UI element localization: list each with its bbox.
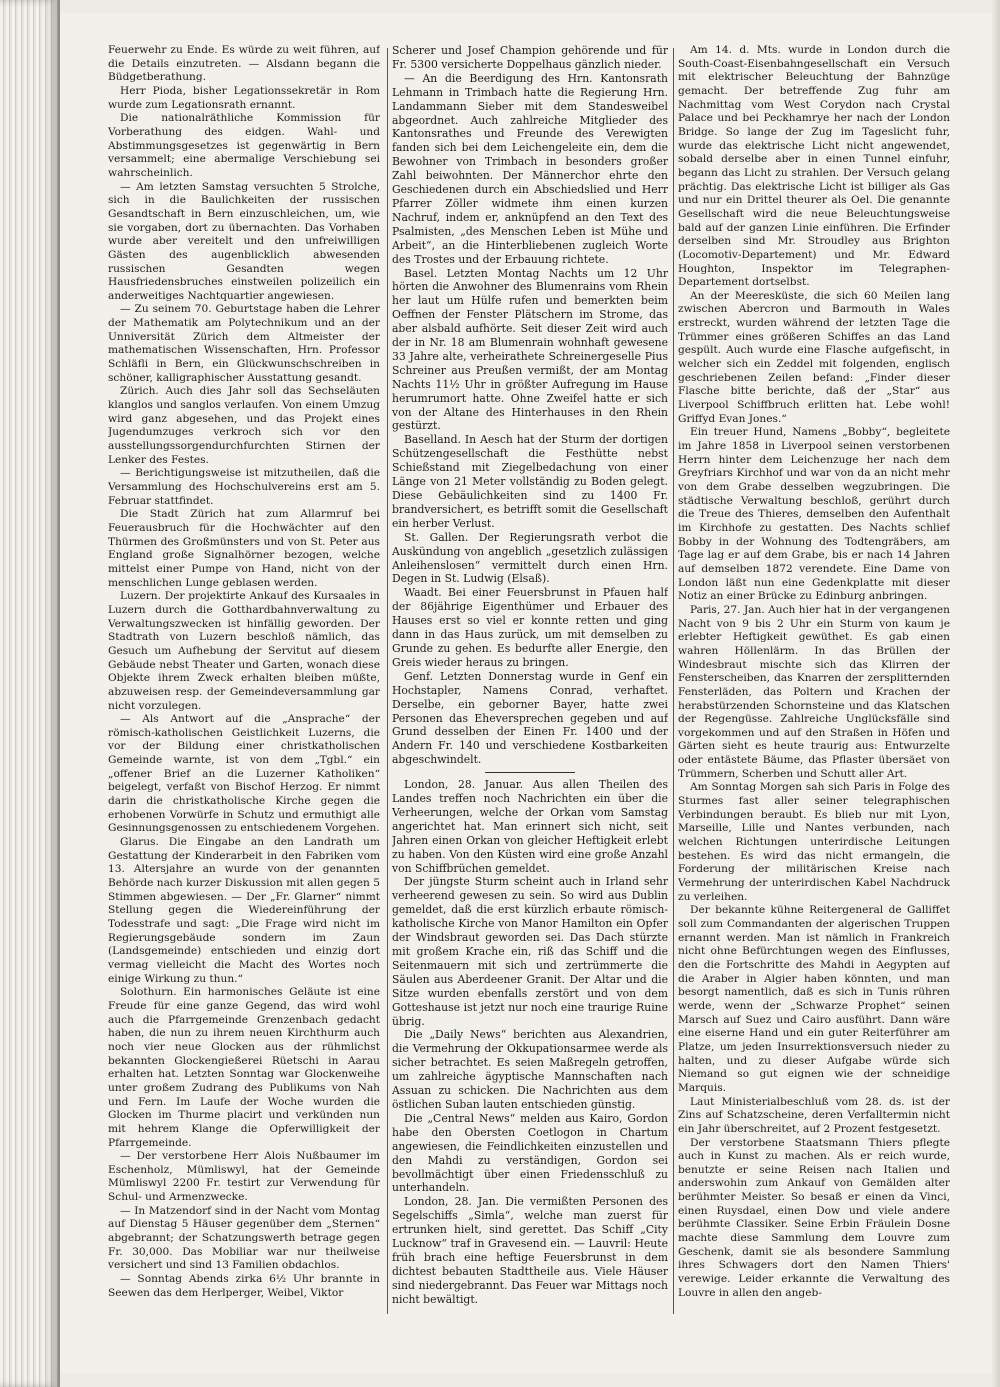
article-paragraph: An der Meeresküste, die sich 60 Meilen lang zwischen Abercron und Barmouth in Wales erstreckt, wurden während der letzten Tage die Trümmer eines größeren Schiffes an das Land gespült. Auch wurde eine Flasche aufgefischt, in welcher sich ein Zeddel mit folgenden, englisch geschriebenen Zeilen befand: „Finder dieser Flasche bitte berichte, daß der „Star“ aus Liverpool Schiffbruch erlitten hat. Lebe wohl! Griffyd Evan Jones.“ xyxy=(678,289,950,425)
article-paragraph: Zürich. Auch dies Jahr soll das Sechseläuten klanglos und sanglos verlaufen. Von einem Umzug wird ganz abgesehen, und das Projekt eines Jugendumzuges verkroch sich vor den ausstellungssorgendurchfurchten Stirnen der Lenker des Festes. xyxy=(108,385,380,466)
article-paragraph: Laut Ministerialbeschluß vom 28. ds. ist der Zins auf Schatzscheine, deren Verfalltermin nicht ein Jahr überschreitet, auf 2 Prozent festgesetzt. xyxy=(678,1095,950,1135)
column-1 xyxy=(108,44,380,1319)
article-paragraph: — Sonntag Abends zirka 6½ Uhr brannte in Seewen das dem Herlperger, Weibel, Viktor xyxy=(108,1273,380,1299)
article-paragraph: Scherer und Josef Champion gehörende und für Fr. 5300 versicherte Doppelhaus gänzlich nieder. xyxy=(392,44,668,71)
article-paragraph: Ein treuer Hund, Namens „Bobby“, begleitete im Jahre 1858 in Liverpool seinen verstorbenen Herrn hinter dem Leichenzuge her nach dem Greyfriars Kirchhof und war von da an nicht mehr von dem Grabe desselben wegzubringen. Die städtische Verwaltung beschloß, gerührt durch die Treue des Thieres, demselben den Aufenthalt im Kirchhofe zu gestatten. Des Nachts schlief Bobby in der Wohnung des Todtengräbers, am Tage lag er auf dem Grabe, bis er nach 14 Jahren auf demselben 1872 verendete. Eine Dame von London läßt nun eine Gedenkplatte mit dieser Notiz an einer Brücke zu Edinburg anbringen. xyxy=(678,426,950,603)
right-page-edge xyxy=(992,0,1000,1387)
article-paragraph: Herr Pioda, bisher Legationssekretär in Rom wurde zum Legationsrath ernannt. xyxy=(108,84,380,111)
article-paragraph: Am Sonntag Morgen sah sich Paris in Folge des Sturmes fast aller seiner telegraphischen Verbindungen beraubt. Es blieb nur mit Lyon, Marseille, Lille und Nantes verbunden, nach welchen Richtungen unterirdische Leitungen bestehen. Es wird das nicht ermangeln, die Forderung der militärischen Kreise nach Vermehrung der unterirdischen Kabel Nachdruck zu verleihen. xyxy=(678,781,950,903)
article-paragraph: — Als Antwort auf die „Ansprache“ der römisch-katholischen Geistlichkeit Luzerns, die vor der Bildung einer christkatholischen Gemeinde warnte, ist von dem „Tgbl.“ ein „offener Brief an die Luzerner Katholiken“ beigelegt, verfaßt von Bischof Herzog. Er nimmt darin die christkatholische Kirche gegen die erhobenen Vorwürfe in Schutz und ermuthigt alle Gesinnungsgenossen zu entschiedenem Vorgehen. xyxy=(108,713,380,835)
article-paragraph: — Zu seinem 70. Geburtstage haben die Lehrer der Mathematik am Polytechnikum und an der Unniversität Zürich dem Altmeister der mathematischen Wissenschaften, Hrn. Professor Schläfli in Bern, ein Glückwunschschreiben in schöner, kalligraphischer Ausstattung gesandt. xyxy=(108,303,380,384)
article-paragraph: — Berichtigungsweise ist mitzutheilen, daß die Versammlung des Hochschulvereins erst am 5. Februar stattfindet. xyxy=(108,467,380,507)
article-paragraph: London, 28. Januar. Aus allen Theilen des Landes treffen noch Nachrichten ein über die Verheerungen, welche der Orkan vom Samstag angerichtet hat. Man erinnert sich nicht, seit Jahren einen Orkan von gleicher Heftigkeit erlebt zu haben. Von den Küsten wird eine große Anzahl von Schiffbrüchen gemeldet. xyxy=(392,778,668,875)
article-paragraph: Baselland. In Aesch hat der Sturm der dortigen Schützengesellschaft die Festhütte nebst Schießstand mit Ziegelbedachung von einer Länge von 21 Meter vollständig zu Boden gelegt. Diese Gebäulichkeiten sind zu 1400 Fr. brandversichert, es betrifft somit die Gesellschaft ein herber Verlust. xyxy=(392,433,668,530)
article-paragraph: Genf. Letzten Donnerstag wurde in Genf ein Hochstapler, Namens Conrad, verhaftet. Derselbe, ein geborner Bayer, hatte zwei Personen das Eheversprechen gegeben und auf Grund desselben der Einen Fr. 1400 und der Andern Fr. 140 und verschiedene Kostbarkeiten abgeschwindelt. xyxy=(392,669,668,767)
article-paragraph: Die Stadt Zürich hat zum Allarmruf bei Feuerausbruch für die Hochwächter auf den Thürmen des Großmünsters und von St. Peter aus England große Signalhörner bezogen, welche mittelst einer Pumpe von Hand, nicht von der menschlichen Lunge geblasen werden. xyxy=(108,508,380,589)
article-paragraph: — Der verstorbene Herr Alois Nußbaumer im Eschenholz, Mümliswyl, hat der Gemeinde Mümliswyl 2200 Fr. testirt zur Verwendung für Schul- und Armenzwecke. xyxy=(108,1150,380,1204)
article-paragraph: Basel. Letzten Montag Nachts um 12 Uhr hörten die Anwohner des Blumenrains vom Rhein her laut um Hülfe rufen und bemerkten beim Oeffnen der Fenster Plätschern im Strome, das aber alsbald aufhörte. Seit dieser Zeit wird auch der in Nr. 18 am Blumenrain wohnhaft gewesene 33 Jahre alte, verheirathete Schreinergeselle Pius Schreiner aus Preußen vermißt, der am Montag Nachts 11½ Uhr in größter Aufregung im Hause herumrumort hatte. Ohne Zweifel hatte er sich von der Altane des Hinterhauses in den Rhein gestürzt. xyxy=(392,266,668,433)
article-paragraph: Am 14. d. Mts. wurde in London durch die South-Coast-Eisenbahngesellschaft ein Versuch mit elektrischer Beleuchtung der Bahnzüge gemacht. Der betreffende Zug fuhr am Nachmittag vom West Corydon nach Crystal Palace und bei Peckhamrye her nach der London Bridge. So lange der Zug im Tageslicht fuhr, wurde das elektrische Licht nicht angewendet, sobald derselbe aber in einen Tunnel einfuhr, begann das Licht zu strahlen. Der Versuch gelang prächtig. Das elektrische Licht ist billiger als Gas und nur ein Drittel theurer als Oel. Die genannte Gesellschaft wird die neue Beleuchtungsweise bald auf der ganzen Linie einführen. Die Erfinder derselben sind Mr. Stroudley aus Brighton (Locomotiv-Departement) und Mr. Edward Houghton, Inspektor im Telegraphen-Departement dortselbst. xyxy=(678,44,950,289)
book-binding-edge xyxy=(0,0,60,1387)
article-paragraph: Die nationalräthliche Kommission für Vorberathung des eidgen. Wahl- und Abstimmungsgesetzes ist gegenwärtig in Bern versammelt; eine abermalige Verschiebung sei wahrscheinlich. xyxy=(108,112,380,179)
article-paragraph: Der verstorbene Staatsmann Thiers pflegte auch in Kunst zu machen. Als er reich wurde, benutzte er seine Reisen nach Italien und anderswohin zum Ankauf von Gemälden alter berühmter Meister. So besaß er einen da Vinci, einen Ruysdael, einen Dow und viele andere berühmte Classiker. Seine Erbin Fräulein Dosne machte diese Sammlung dem Louvre zum Geschenk, damit sie als besondere Sammlung ihres Schwagers dort den Namen Thiers' verewige. Leider erkannte die Verwaltung des Louvre in allen den angeb- xyxy=(678,1136,950,1299)
article-paragraph: Solothurn. Ein harmonisches Geläute ist eine Freude für eine ganze Gegend, das wird wohl auch die Pfarrgemeinde Grenzenbach gedacht haben, die nun zu ihrem neuen Kirchthurm auch noch vier neue Glocken aus der rühmlichst bekannten Glockengießerei Rüetschi in Aarau erhalten hat. Letzten Sonntag war Glockenweihe unter großem Zudrang des Publikums von Nah und Fern. Im Laufe der Woche wurden die Glocken im Thurme placirt und verkünden nun mit hehrem Klange die Opferwilligkeit der Pfarrgemeinde. xyxy=(108,986,380,1149)
article-paragraph: Die „Daily News“ berichten aus Alexandrien, die Vermehrung der Okkupationsarmee werde als sicher betrachtet. Es seien Maßregeln getroffen, um zahlreiche ägyptische Mannschaften nach Assuan zu schicken. Die Nachrichten aus dem östlichen Suban lauten entschieden günstig. xyxy=(392,1028,668,1111)
article-paragraph: Paris, 27. Jan. Auch hier hat in der vergangenen Nacht von 9 bis 2 Uhr ein Sturm von kaum je erlebter Heftigkeit gewüthet. Es gab einen wahren Höllenlärm. In das Brüllen der Windesbraut mischte sich das Klirren der Fensterscheiben, das Knarren der zersplitternden Fensterläden, das Poltern und Krachen der herabstürzenden Schornsteine und das Klatschen der Regengüsse. Zahlreiche Unglücksfälle sind vorgekommen und auf den Straßen in Höfen und Gärten sieht es heute traurig aus: Entwurzelte oder entästete Bäume, das Pflaster übersäet von Trümmern, Scherben und Schutt aller Art. xyxy=(678,603,950,780)
article-paragraph: London, 28. Jan. Die vermißten Personen des Segelschiffs „Simla“, welche man zuerst für ertrunken hielt, sind gerettet. Das Schiff „City Lucknow“ traf in Gravesend ein. — Lauvril: Heute früh brach eine heftige Feuersbrunst in dem dichtest bebauten Stadttheile aus. Viele Häuser sind niedergebrannt. Das Feuer war Mittags noch nicht bewältigt. xyxy=(392,1195,668,1306)
article-paragraph: Glarus. Die Eingabe an den Landrath um Gestattung der Kinderarbeit in den Fabriken vom 13. Altersjahre an wurde von der genannten Behörde nach kurzer Diskussion mit allen gegen 5 Stimmen abgewiesen. — Der „Fr. Glarner“ nimmt Stellung gegen die Wiedereinführung der Todesstrafe und sagt: „Die Frage wird nicht im Regierungsgebäude sondern im Zaun (Landsgemeinde) entschieden und einzig dort vermag vielleicht die Macht des Wortes noch einige Wirkung zu thun.“ xyxy=(108,836,380,985)
article-paragraph: Luzern. Der projektirte Ankauf des Kursaales in Luzern durch die Gotthardbahnverwaltung zu Verwaltungszwecken ist hinfällig geworden. Der Stadtrath von Luzern beschloß nämlich, das Gesuch um Aufhebung der Servitut auf diesem Gebäude nebst Theater und Garten, wonach diese Objekte ihrem Zweck erhalten bleiben müßte, abzuweisen resp. der Gemeindeversammlung gar nicht vorzulegen. xyxy=(108,590,380,712)
column-rule-2 xyxy=(673,48,674,1314)
article-paragraph: Die „Central News“ melden aus Kairo, Gordon habe den Obersten Coetlogon in Chartum angewiesen, die Feindlichkeiten einzustellen und den Mahdi zu verständigen, Gordon sei bevollmächtigt über einen Friedensschluß zu unterhandeln. xyxy=(392,1111,668,1195)
article-paragraph: St. Gallen. Der Regierungsrath verbot die Auskündung von angeblich „gesetzlich zulässigen Anleihenslosen“ vermittelt durch einen Hrn. Degen in St. Ludwig (Elsaß). xyxy=(392,530,668,586)
article-paragraph: Der bekannte kühne Reitergeneral de Galliffet soll zum Commandanten der algerischen Truppen ernannt werden. Man ist nämlich in Frankreich nicht ohne Befürchtungen wegen des Einflusses, den die Fortschritte des Mahdi in Aegypten auf die Araber in Algier haben könnten, und man besorgt namentlich, daß es sich in Tunis rühren werde, wenn der „Schwarze Prophet“ seinen Marsch auf Suez und Cairo ausführt. Dann wäre eine eiserne Hand und ein guter Reiterführer am Platze, um jeden Insurrektionsversuch nieder zu halten, und zu dieser Aufgabe würde sich Niemand so gut eignen wie der schneidige Marquis. xyxy=(678,904,950,1094)
article-paragraph: — In Matzendorf sind in der Nacht vom Montag auf Dienstag 5 Häuser gegenüber dem „Sternen“ abgebrannt; der Schatzungswerth betrage gegen Fr. 30,000. Das Mobiliar war nur theilweise versichert und sind 13 Familien obdachlos. xyxy=(108,1204,380,1272)
column-3 xyxy=(678,44,950,1319)
article-paragraph: — An die Beerdigung des Hrn. Kantonsrath Lehmann in Trimbach hatte die Regierung Hrn. Landammann Sieber mit dem Standesweibel abgeordnet. Auch zahlreiche Mitglieder des Kantonsrathes und Freunde des Verewigten fanden sich bei dem Leichengeleite ein, dem die Bewohner von Trimbach in besonders großer Zahl beiwohnten. Der Männerchor ehrte den Geschiedenen durch ein Abschiedslied und Herr Pfarrer Zöller widmete ihm einen kurzen Nachruf, indem er, anknüpfend an den Text des Psalmisten, „des Menschen Leben ist Mühe und Arbeit“, an die Hinterbliebenen zugleich Worte des Trostes und der Erbauung richtete. xyxy=(392,71,668,266)
article-paragraph: — Am letzten Samstag versuchten 5 Strolche, sich in die Baulichkeiten der russischen Gesandtschaft in Bern einzuschleichen, um, wie sie vorgaben, dort zu übernachten. Das Vorhaben wurde aber vereitelt und den unfreiwilligen Gästen des augenblicklich abwesenden russischen Gesandten wegen Hausfriedensbruches einstweilen polizeilich ein anderweitiges Nachtquartier angewiesen. xyxy=(108,180,380,302)
article-paragraph: Feuerwehr zu Ende. Es würde zu weit führen, auf die Details einzutreten. — Alsdann begann die Büdgetberathung. xyxy=(108,44,380,84)
section-separator xyxy=(485,772,575,773)
column-2 xyxy=(392,44,668,1319)
article-paragraph: Waadt. Bei einer Feuersbrunst in Pfauen half der 86jährige Eigenthümer und Erbauer des Hauses erst so viel er konnte retten und ging dann in das Haus zurück, um mit demselben zu Grunde zu gehen. Es bedurfte aller Energie, den Greis wieder heraus zu bringen. xyxy=(392,586,668,669)
column-rule-1 xyxy=(387,48,388,1314)
article-paragraph: Der jüngste Sturm scheint auch in Irland sehr verheerend gewesen zu sein. So wird aus Dublin gemeldet, daß die erst kürzlich erbaute römisch-katholische Kirche von Manor Hamilton ein Opfer der Windsbraut geworden sei. Das Dach stürzte mit großem Krache ein, riß das Schiff und die Seitenmauern mit sich und zertrümmerte die Säulen aus Aberdeener Granit. Der Altar und die Sitze wurden ebenfalls zerstört und von dem Gotteshause ist jetzt nur noch eine traurige Ruine übrig. xyxy=(392,875,668,1028)
